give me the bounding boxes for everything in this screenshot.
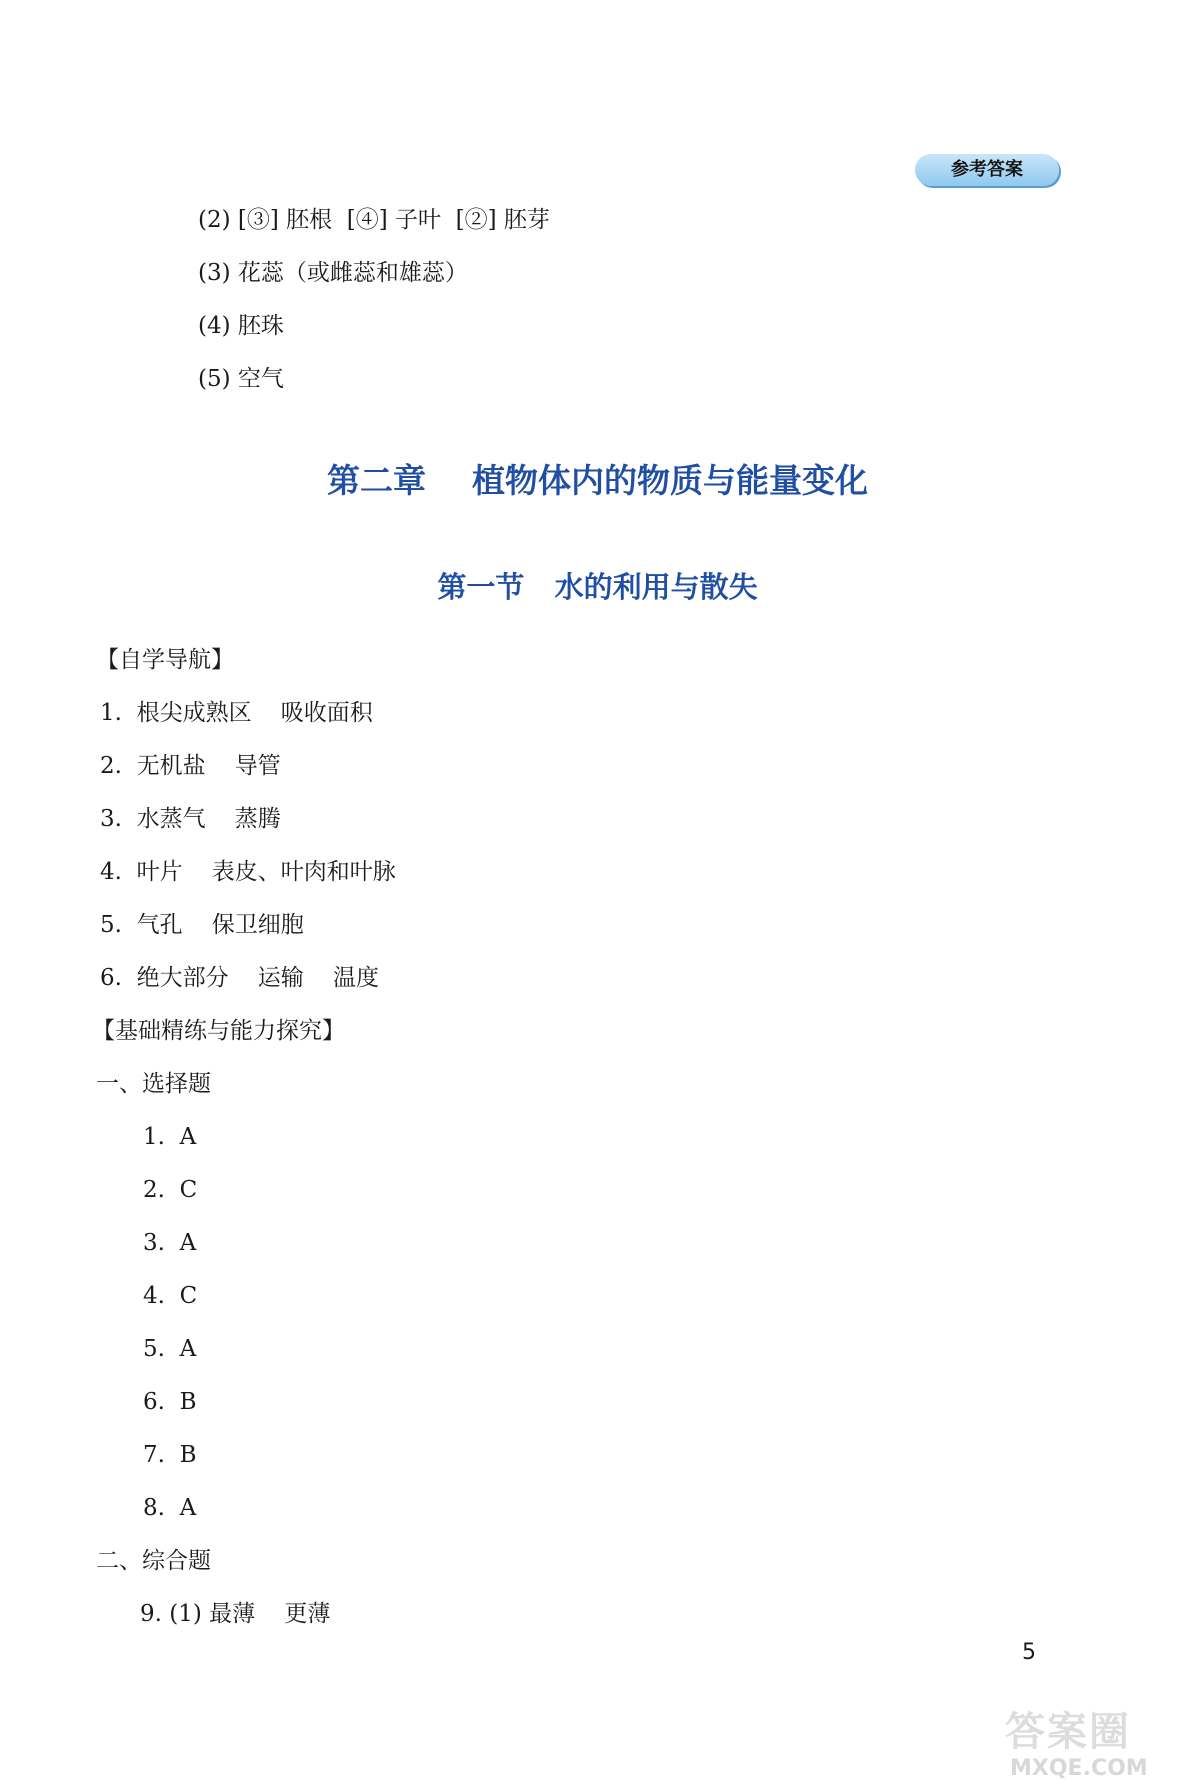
choice-answer: 1. A <box>143 1124 197 1150</box>
self-study-item: 4. 叶片 表皮、叶肉和叶脉 <box>100 859 396 885</box>
comprehensive-heading: 二、综合题 <box>96 1548 211 1574</box>
self-study-heading: 【自学导航】 <box>96 647 234 673</box>
page-number: 5 <box>1022 1640 1036 1665</box>
watermark-logo: 答案圈 <box>1005 1709 1131 1755</box>
answer-key-badge: 参考答案 <box>915 154 1059 186</box>
prev-answer-2: (2) [③] 胚根 [④] 子叶 [②] 胚芽 <box>198 207 550 233</box>
choice-answer: 4. C <box>143 1283 198 1309</box>
chapter-title: 第二章 植物体内的物质与能量变化 <box>327 461 868 500</box>
choice-answer: 6. B <box>143 1389 197 1415</box>
prev-answer-3: (3) 花蕊（或雌蕊和雄蕊） <box>198 260 468 286</box>
choice-answer: 8. A <box>143 1495 197 1521</box>
choice-answer: 7. B <box>143 1442 197 1468</box>
prev-answer-4: (4) 胚珠 <box>198 313 284 339</box>
comprehensive-answer: 9. (1) 最薄 更薄 <box>140 1601 331 1627</box>
self-study-item: 6. 绝大部分 运输 温度 <box>100 965 380 991</box>
choice-answer: 3. A <box>143 1230 197 1256</box>
section-title: 第一节 水的利用与散失 <box>437 570 758 604</box>
choice-answer: 2. C <box>143 1177 198 1203</box>
self-study-item: 3. 水蒸气 蒸腾 <box>100 806 281 832</box>
self-study-item: 5. 气孔 保卫细胞 <box>100 912 304 938</box>
choice-heading: 一、选择题 <box>96 1071 211 1097</box>
self-study-item: 1. 根尖成熟区 吸收面积 <box>100 700 373 726</box>
self-study-item: 2. 无机盐 导管 <box>100 753 281 779</box>
practice-heading: 【基础精练与能力探究】 <box>92 1018 345 1044</box>
prev-answer-5: (5) 空气 <box>198 366 284 392</box>
watermark-url: MXQE.COM <box>1010 1756 1148 1781</box>
choice-answer: 5. A <box>143 1336 197 1362</box>
